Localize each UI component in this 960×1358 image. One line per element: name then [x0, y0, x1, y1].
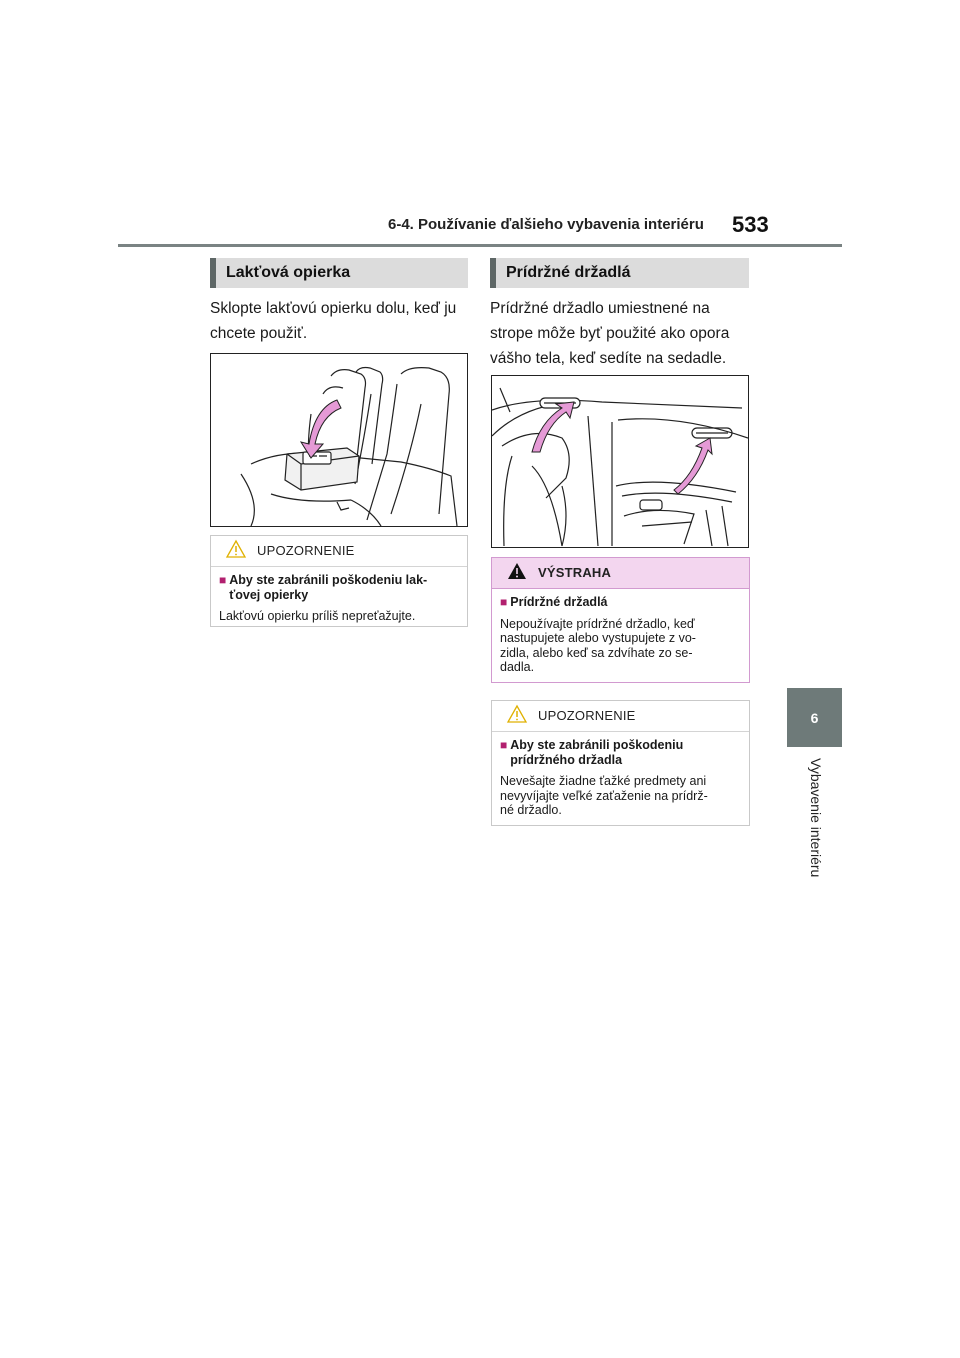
- caution-triangle-icon: [506, 704, 528, 724]
- caution-item-line: ťovej opierky: [229, 587, 309, 602]
- armrest-paragraph-line: Sklopte lakťovú opierku dolu, keď ju: [210, 300, 457, 317]
- armrest-illustration: [210, 353, 468, 527]
- grab-handles-warning-box: [491, 557, 750, 683]
- square-bullet-icon: ■: [500, 738, 508, 752]
- armrest-heading: Lakťová opierka: [210, 258, 468, 288]
- page-number: 533: [732, 212, 769, 237]
- caution-text-line: Nevešajte žiadne ťažké predmety ani: [500, 774, 707, 788]
- caution-label: UPOZORNENIE: [538, 708, 636, 723]
- warning-header: [492, 558, 749, 589]
- warning-text-line: zidla, alebo keď sa zdvíhate zo se-: [500, 645, 693, 660]
- caution-text: Lakťovú opierku príliš nepreťažujte.: [219, 609, 416, 623]
- warning-label: VÝSTRAHA: [538, 565, 612, 580]
- square-bullet-icon: ■: [500, 595, 508, 609]
- grab-handles-paragraph-line: Prídržné držadlo umiestnené na: [490, 300, 710, 317]
- caution-item-title: [500, 738, 739, 767]
- caution-label: UPOZORNENIE: [257, 543, 355, 558]
- grab-handles-caution-box: [491, 700, 750, 826]
- chapter-tab[interactable]: 6: [787, 688, 842, 747]
- caution-text: [500, 774, 739, 818]
- chapter-side-label: [804, 758, 824, 898]
- caution-header: [492, 701, 749, 732]
- armrest-caution-box: [210, 535, 468, 627]
- warning-text-line: nastupujete alebo vystupujete z vo-: [500, 631, 696, 645]
- caution-item-line: Aby ste zabránili poškodeniu: [510, 738, 684, 752]
- grab-handles-paragraph-line: strope môže byť použité ako opora: [490, 325, 730, 342]
- grab-handles-heading: Prídržné držadlá: [490, 258, 749, 288]
- caution-text-line: né držadlo.: [500, 803, 562, 817]
- warning-text-line: Nepoužívajte prídržné držadlo, keď: [500, 616, 695, 631]
- warning-text-line: dadla.: [500, 660, 535, 674]
- grab-handles-illustration: [491, 375, 749, 548]
- grab-handles-paragraph: [490, 296, 752, 371]
- armrest-paragraph: [210, 296, 470, 346]
- warning-text: [500, 617, 739, 675]
- grab-handles-paragraph-line: vášho tela, keď sedíte na sedadle.: [490, 350, 727, 367]
- caution-item-line: prídržného držadla: [510, 752, 623, 767]
- header-divider: [118, 244, 842, 247]
- armrest-paragraph-line: chcete použiť.: [210, 325, 308, 342]
- warning-item-line: Prídržné držadlá: [510, 595, 608, 609]
- caution-item-line: Aby ste zabránili poškodeniu lak-: [229, 573, 428, 587]
- caution-text-line: nevyvíjajte veľké zaťaženie na prídrž-: [500, 788, 708, 803]
- caution-item-title: [219, 573, 457, 602]
- warning-item-title: [500, 595, 739, 610]
- caution-triangle-icon: [225, 539, 247, 559]
- warning-triangle-icon: [506, 561, 528, 581]
- section-title: 6-4. Používanie ďalšieho vybavenia interiéru: [388, 216, 704, 233]
- caution-header: [211, 536, 467, 567]
- square-bullet-icon: ■: [219, 573, 227, 587]
- chapter-title: Vybavenie interiéru: [808, 758, 824, 878]
